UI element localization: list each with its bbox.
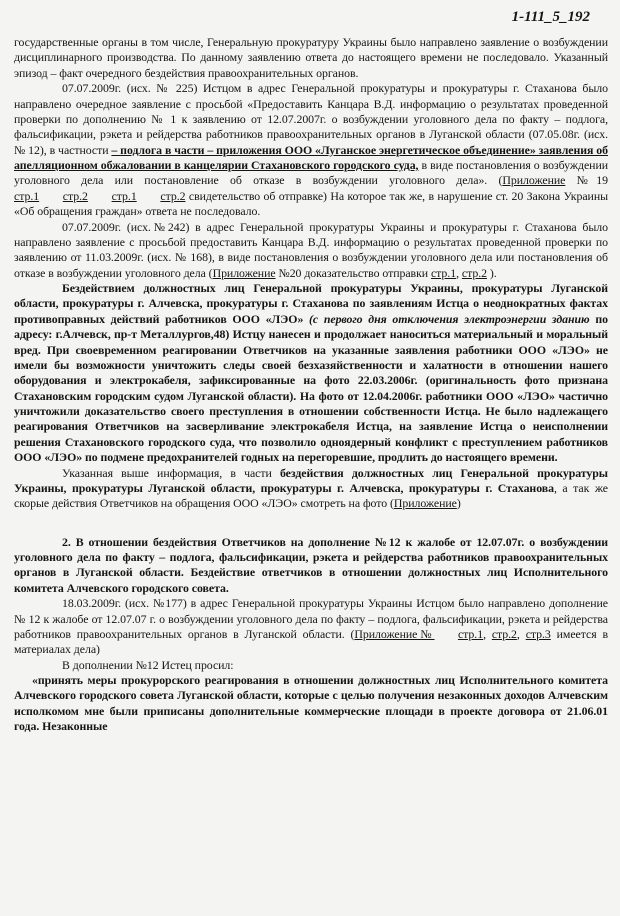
page-link[interactable]: стр.1 <box>14 188 40 203</box>
p4-italic: (с первого дня отключения электроэнергии зданию <box>309 311 590 326</box>
page-link[interactable]: стр.1 <box>430 265 457 280</box>
section-gap <box>14 512 608 535</box>
page-link[interactable]: стр.2 <box>491 626 517 641</box>
p2-bold-underlined: – подлога в части – приложения ООО «Луганское энергетическое объединение» заявления об апелляционном обжаловании в канцелярии Стахановского городского суда, <box>14 142 608 172</box>
appendix-link[interactable]: Приложение <box>502 173 566 188</box>
p2-text-d: свидетельство об отправке) На которое так же, в нарушение ст. 20 Закона Украины «Об обращения граждан» ответа не последовало. <box>14 188 608 219</box>
appendix-link[interactable]: Приложение <box>212 265 276 280</box>
p3-text-a: 07.07.2009г. (исх.№242) в адрес Генеральной прокуратуры Украины и прокуратуры г. Стаханова было направлено заявление с просьбой предоставить Канцара В.Д. информацию о результатах проведенной проверки по заявлению от 11.03.2009г. (исх. № 168), в виде постановления о возбуждении уголовного дела или постановления об отказе в возбуждении уголовного дела ( <box>14 219 608 280</box>
quote-paragraph: «принять меры прокурорского реагирования в отношении должностных лиц Исполнительного комитета Алчевского городского совета Луганской области, которые с целью получения незаконных доходов Алчевским исполкомом мне были приписаны дополнительные коммерческие площади в проекте договора от 21.06.01 года. Незаконные <box>14 673 608 734</box>
page-link[interactable]: стр.2 <box>461 265 487 280</box>
section-2-heading: 2. В отношении бездействия Ответчиков на дополнение №12 к жалобе от 12.07.07г. о возбуждении уголовного дела по факту – подлога, фальсификации, рэкета и рейдерства работников правоохранительных органов в Луганской области. Бездействие ответчиков в отношении должностных лиц Исполнительного комитета Алчевского городского совета. <box>14 534 608 595</box>
p2-text-b: в виде постановления о возбуждении уголовного дела или постановление об отказе в возбуждении уголовного дела». ( <box>14 158 608 188</box>
p5-text-a: Указанная выше информация, в части <box>62 465 280 480</box>
page-link[interactable]: стр.1 <box>457 626 484 641</box>
p7-text-b: имеется в материалах дела) <box>14 626 608 657</box>
p2-text-a: 07.07.2009г. (исх. № 225) Истцом в адрес Генеральной прокуратуры и прокуратуры г. Стаханова было направлено очередное заявление с просьбой «Предоставить Канцара В.Д. информацию о результатах проведенной проверки по дополнению № 1 к заявлению от 12.07.2007г. о возбуждении уголовного дела по факту – подлога, фальсификации, рэкета и рейдерства работников правоохранительных органов в Луганской области (07.05.08г. (исх. № 12), в частности <box>14 81 608 157</box>
p4-text-b: по адресу: г.Алчевск, пр-т Металлургов,48) Истцу нанесен и продолжает наноситься материальный и моральный вред. При своевременном реагировании Ответчиков на указанные заявления работники ООО «ЛЭО» не имели бы возможности уничтожить следы своей безхазяйственности и халатности в отношении нашего оборудования и электрокабеля, зафиксированные на фото 22.03.2006г. (оригинальность фото признана Стахановским городским судом Луганской области). На фото от 12.04.2006г. работники ООО «ЛЭО» частично уничтожили доказательство своего преступления в отношении собственности Истца. Не было надлежащего реагирования Ответчиков на засверливание электрокабеля Истца, на заявление Истца о неисполнении решения Стахановского городского суда, что позволило одноядерный конфликт с преступлением работников ООО «ЛЭО» по подмене предохранителей годных на перегоревшие, продлить до настоящего времени. <box>14 311 608 465</box>
appendix-link[interactable]: Приложение№ <box>354 626 435 641</box>
p7-text-a: 18.03.2009г. (исх. №177) в адрес Генеральной прокуратуры Украины Истцом было направлено дополнение № 12 к жалобе от 12.07.07 г. о возбуждении уголовного дела по факту – подлога, фальсификации, рэкета и рейдерства работников правоохранительных органов в Луганской области. ( <box>14 596 608 641</box>
paragraph-5 <box>14 466 608 512</box>
paragraph-3: 07.07.2009г. (исх.№242) в адрес Генеральной прокуратуры Украины и прокуратуры г. Стаханова было направлено заявление с просьбой предоставить Канцара В.Д. информацию о результатах проведенной проверки по заявлению от 11.03.2009г. (исх. № 168), в виде постановления о возбуждении уголовного дела или постановления об отказе в возбуждении уголовного дела (Приложение №20 доказательство отправки стр.1, стр.2 ). <box>14 219 608 280</box>
paragraph-4 <box>14 281 608 466</box>
paragraph-2 <box>14 81 608 219</box>
appendix-link[interactable]: Приложение <box>393 496 457 511</box>
paragraph-1: государственные органы в том числе, Генеральную прокуратуру Украины было направлено заявление о возбуждении дисциплинарного производства. По данному заявлению ответа до настоящего времени не последовало. Указанный эпизод – факт очередного бездействия правоохранительных органов. <box>14 35 608 80</box>
document-body <box>14 35 608 735</box>
page-link[interactable]: стр.1 <box>111 188 137 203</box>
paragraph-7: 18.03.2009г. (исх. №177) в адрес Генеральной прокуратуры Украины Истцом было направлено дополнение № 12 к жалобе от 12.07.07 г. о возбуждении уголовного дела по факту – подлога, фальсификации, рэкета и рейдерства работников правоохранительных органов в Луганской области. (Приложение№ стр.1, стр.2, стр.3 имеется в материалах дела) <box>14 596 608 657</box>
page-link[interactable]: стр.3 <box>525 626 551 641</box>
page-link[interactable]: стр.2 <box>62 188 88 203</box>
p5-text-c: ) <box>456 496 461 511</box>
p2-text-c: №19 <box>565 173 608 188</box>
p5-text-b: , а так же скорые действия Ответчиков на обращения ООО «ЛЭО» смотреть на фото ( <box>14 480 608 511</box>
document-id: 1-111_5_192 <box>511 9 590 25</box>
page-link[interactable]: стр.2 <box>160 188 186 203</box>
p4-text-a: Бездействием должностных лиц Генеральной прокуратуры Украины, прокуратуры Луганской области, прокуратуры г. Алчевска, прокуратуры г. Стаханова по заявлениям Истца о неоднократных фактах противоправных действий работников ООО «ЛЭО» <box>14 281 608 326</box>
paragraph-8: В дополнении №12 Истец просил: <box>62 657 234 672</box>
p3-text-b: №20 доказательство отправки <box>275 265 431 280</box>
p5-bold: бездействия должностных лиц Генеральной прокуратуры Украины, прокуратуры Луганской области, прокуратуры г. Алчевска, прокуратуры г. Стаханова <box>14 465 608 495</box>
p3-text-c: ). <box>486 265 497 280</box>
